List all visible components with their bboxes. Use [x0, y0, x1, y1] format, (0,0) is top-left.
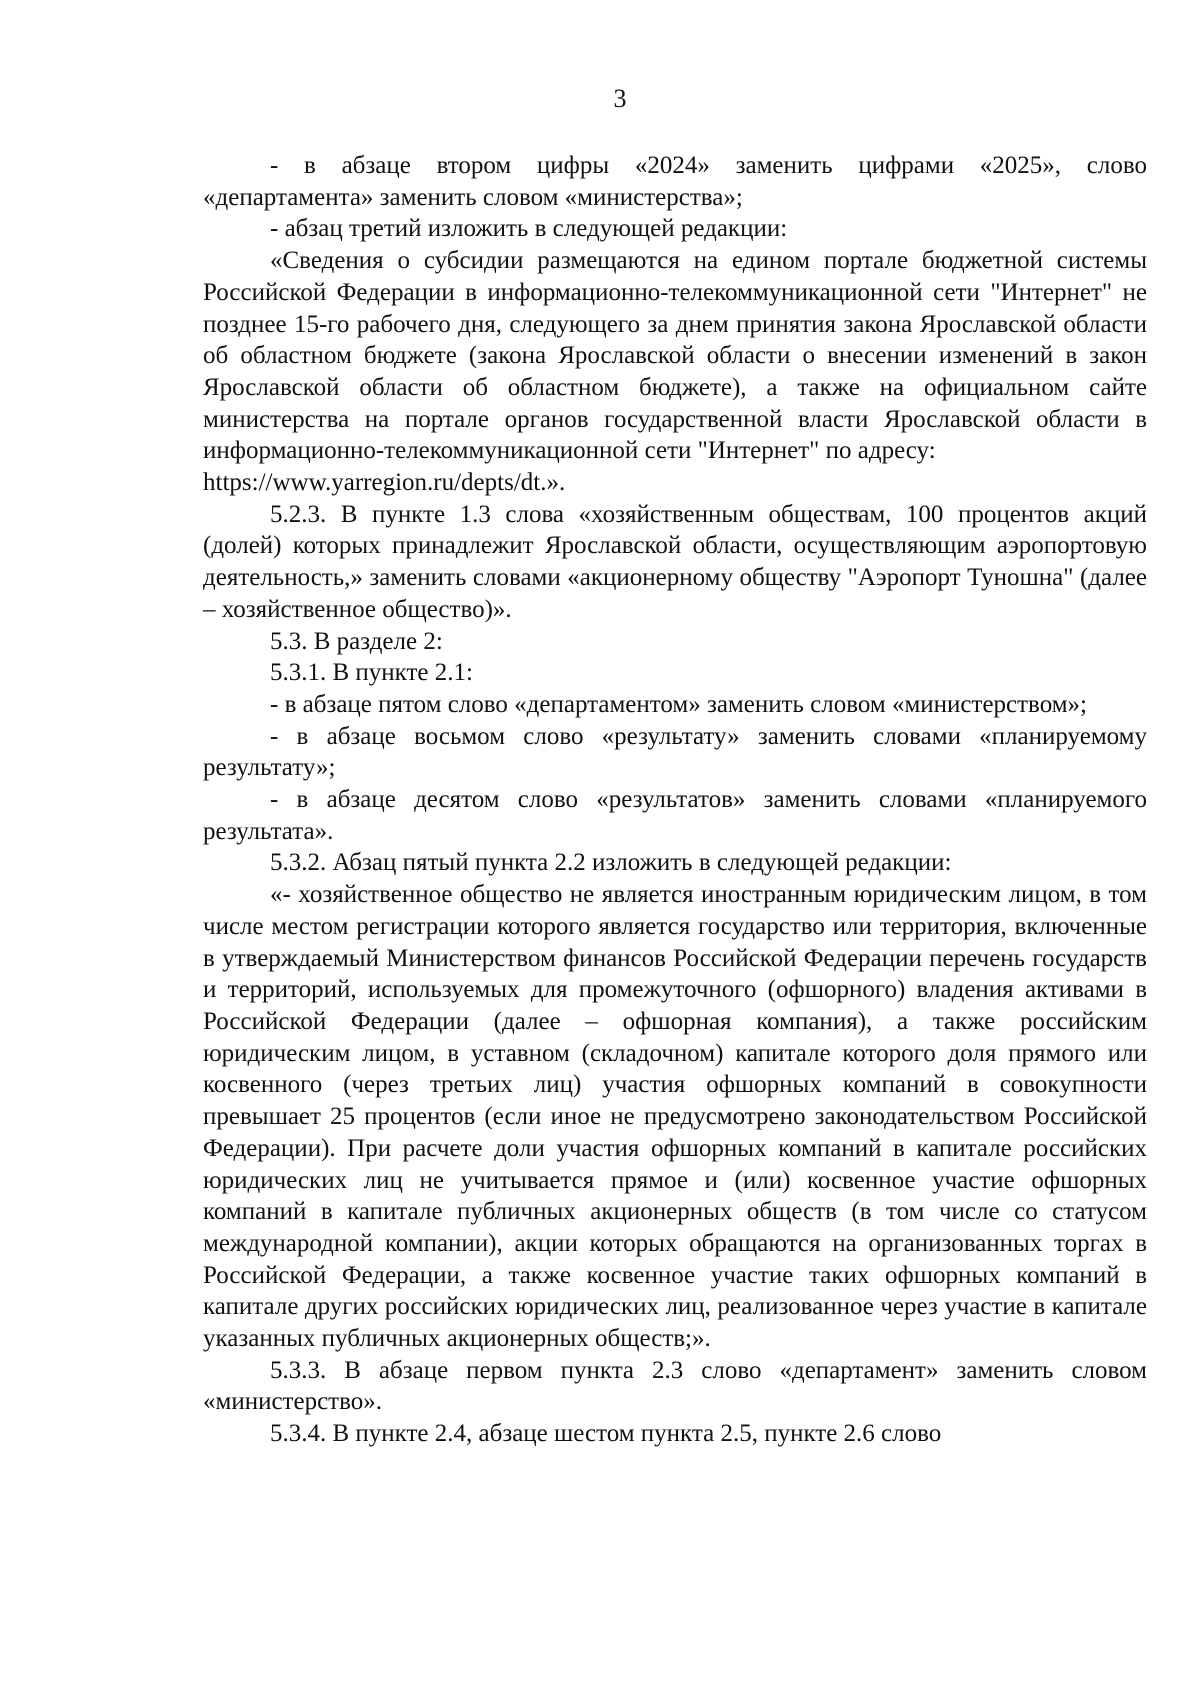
- paragraph-7: 5.3.1. В пункте 2.1:: [270, 659, 473, 687]
- paragraph-6: 5.3. В разделе 2:: [270, 627, 443, 655]
- paragraph-url: https://www.yarregion.ru/depts/dt.».: [203, 469, 566, 497]
- document-body: [203, 150, 1147, 1450]
- paragraph-8: - в абзаце пятом слово «департаментом» заменить словом «министерством»;: [270, 690, 1087, 718]
- paragraph-2: - абзац третий изложить в следующей редакции:: [270, 215, 788, 243]
- paragraph-13: 5.3.3. В абзаце первом пункта 2.3 слово «департамент» заменить словом «министерство».: [203, 1356, 1147, 1416]
- paragraph-1: - в абзаце втором цифры «2024» заменить цифрами «2025», слово «департамента» заменить словом «министерства»;: [203, 152, 1147, 211]
- paragraph-3: «Сведения о субсидии размещаются на едином портале бюджетной системы Российской Федерации в информационно-телекоммуникационной сети "Интернет" не позднее 15-го рабочего дня, следующего за днем принятия закона Ярославской области об областном бюджете (закона Ярославской области о внесении изменений в закон Ярославской области об областном бюджете), а также на официальном сайте министерства на портале органов государственной власти Ярославской области в информационно-телекоммуникационной сети "Интернет" по адресу:: [203, 247, 1147, 465]
- paragraph-9: - в абзаце восьмом слово «результату» заменить словами «планируемому результату»;: [203, 722, 1147, 782]
- paragraph-11: 5.3.2. Абзац пятый пункта 2.2 изложить в следующей редакции:: [270, 849, 952, 877]
- paragraph-14: 5.3.4. В пункте 2.4, абзаце шестом пункта 2.5, пункте 2.6 слово: [270, 1420, 942, 1448]
- paragraph-5: 5.2.3. В пункте 1.3 слова «хозяйственным обществам, 100 процентов акций (долей) которых принадлежит Ярославской области, осуществляющим аэропортовую деятельность,» заменить словами «акционерному обществу "Аэропорт Туношна" (далее – хозяйственное общество)».: [203, 500, 1147, 623]
- page-number: 3: [613, 84, 627, 113]
- paragraph-12: «- хозяйственное общество не является иностранным юридическим лицом, в том числе местом регистрации которого является государство или территория, включенные в утверждаемый Министерством финансов Российской Федерации перечень государств и территорий, используемых для промежуточного (офшорного) владения активами в Российской Федерации (далее – офшорная компания), а также российским юридическим лицом, в уставном (складочном) капитале которого доля прямого или косвенного (через третьих лиц) участия офшорных компаний в совокупности превышает 25 процентов (если иное не предусмотрено законодательством Российской Федерации). При расчете доли участия офшорных компаний в капитале российских юридических лиц не учитывается прямое и (или) косвенное участие офшорных компаний в капитале публичных акционерных обществ (в том числе со статусом международной компании), акции которых обращаются на организованных торгах в Российской Федерации, а также косвенное участие таких офшорных компаний в капитале других российских юридических лиц, реализованное через участие в капитале указанных публичных акционерных обществ;».: [203, 881, 1147, 1353]
- paragraph-10: - в абзаце десятом слово «результатов» заменить словами «планируемого результата».: [203, 786, 1147, 845]
